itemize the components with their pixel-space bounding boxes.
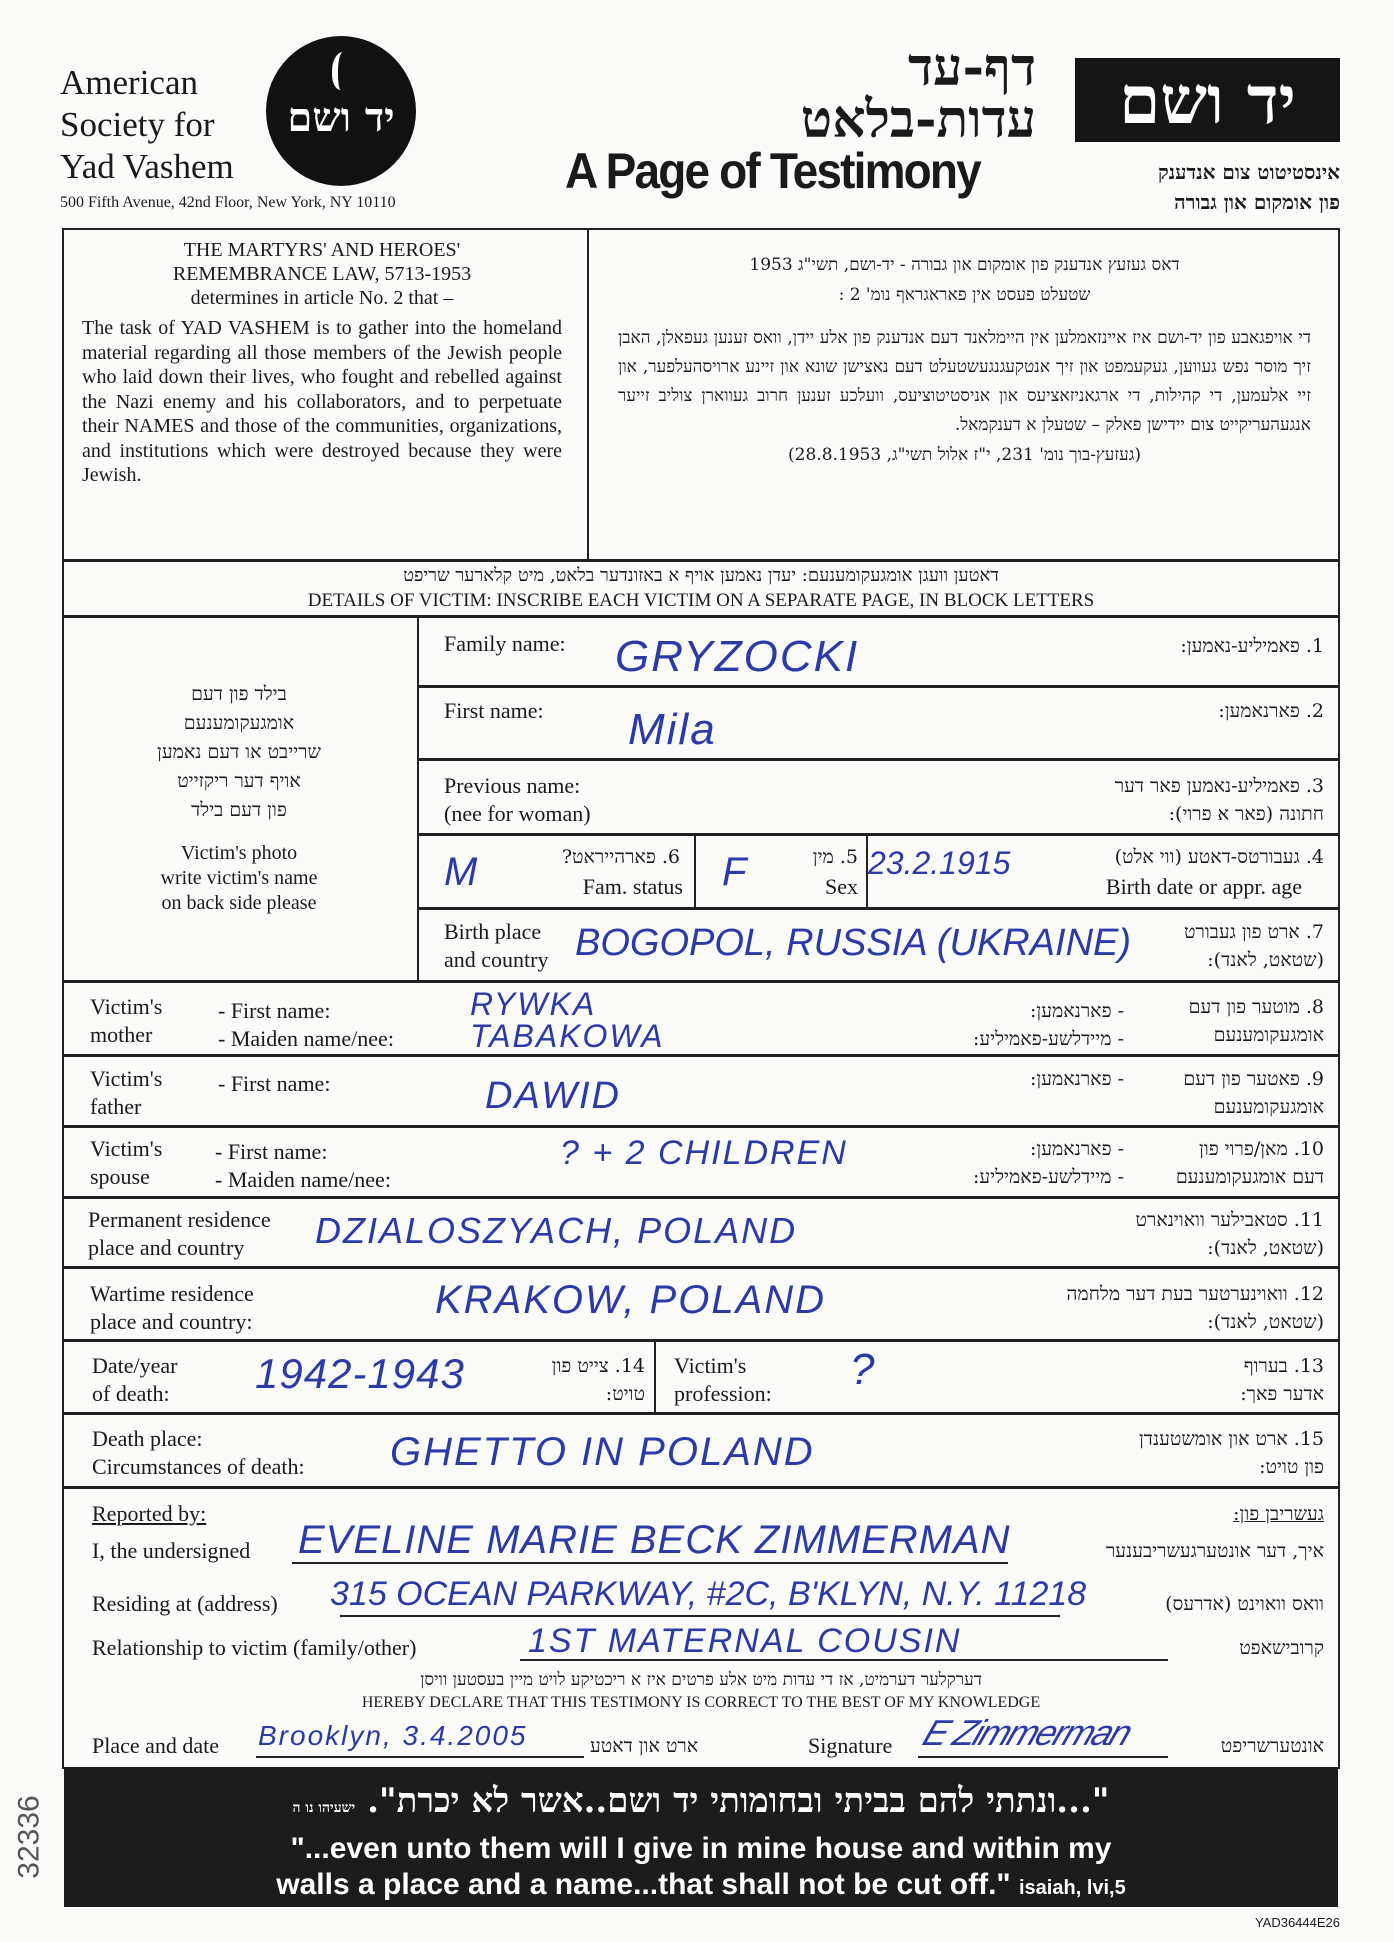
divider <box>417 758 1340 761</box>
divider <box>62 1266 1340 1269</box>
title-hebrew: דף-עד <box>908 37 1036 98</box>
brand-box: יד ושם <box>1075 58 1340 142</box>
divider <box>62 1054 1340 1057</box>
brand-subtitle-2: פון אומקום און גבורה <box>1174 190 1340 214</box>
divider <box>654 1339 656 1413</box>
reporter-name-value[interactable]: EVELINE MARIE BECK ZIMMERMAN <box>298 1518 1011 1562</box>
fam-status-value[interactable]: M <box>444 850 480 894</box>
permanent-residence-value[interactable]: DZIALOSZYACH, POLAND <box>315 1210 798 1251</box>
divider <box>587 228 589 561</box>
divider <box>62 559 1340 562</box>
details-header-english: DETAILS OF VICTIM: INSCRIBE EACH VICTIM ON A SEPARATE PAGE, IN BLOCK LETTERS <box>307 590 1095 611</box>
divider <box>62 1196 1340 1199</box>
org-address: 500 Fifth Avenue, 42nd Floor, New York, NY 10110 <box>60 194 396 211</box>
divider <box>62 615 1340 618</box>
profession-value[interactable]: ? <box>850 1345 877 1394</box>
death-place-value[interactable]: GHETTO IN POLAND <box>390 1430 815 1474</box>
law-yiddish: דאס געזעץ אנדענק פון אומקום און גבורה - יד-ושם, תשי"ג 1953 שטעלט פעסט אין פאראגראף נומ' 2 : די אויפגאבע פון יד-ושם איז איינזאמלען אין היימלאנד דעם אנדענק פון אלע יידן, וואס זענען געפאלן, האבן זיך מוסר נפש געווען, געקעמפט און זיך אנטקעגנגעשטעלט דעם נאצישן שונא און זיינע ארויסהעלפער, און זיי אלעמען, די קהילות, די ארגאניזאציעס און אניסטיטוציעס, וועלכע זענען חרוב געווארן צוליב זייער אנגעהעריקייט צום יידישן פאלק – שטעלן א דענקמאל. (געזעץ-בוך נומ' 231, י"ז אלול תשי"ג, 28.8.1953) <box>618 255 1311 465</box>
divider <box>417 833 1340 836</box>
spouse-value[interactable]: ? + 2 CHILDREN <box>560 1134 848 1172</box>
divider <box>62 980 1340 983</box>
signature-value[interactable]: E Zimmerman <box>917 1712 1137 1753</box>
wartime-residence-value[interactable]: KRAKOW, POLAND <box>435 1278 827 1322</box>
document-code: YAD36444E26 <box>1254 1915 1340 1930</box>
father-first-name-value[interactable]: DAWID <box>485 1075 621 1117</box>
law-english: THE MARTYRS' AND HEROES' REMEMBRANCE LAW, 5713-1953 determines in article No. 2 that – The task of YAD VASHEM is to gather into the homeland material regarding all those members of the Jewish people who laid down their lives, who fought and rebelled against the Nazi enemy and his collaborators, and to perpetuate their NAMES and those of the communities, organizations, and institutions which were destroyed because they were Jewish. <box>82 239 562 486</box>
place-date-value[interactable]: Brooklyn, 3.4.2005 <box>258 1720 528 1751</box>
title-yiddish: עדות-בלאט <box>800 89 1036 150</box>
logo-text: יד ושם <box>287 94 395 141</box>
birth-place-value[interactable]: BOGOPOL, RUSSIA (UKRAINE) <box>575 922 1132 964</box>
margin-number: 32336 <box>12 1795 46 1879</box>
title-english: A Page of Testimony <box>565 143 980 199</box>
mother-first-name-value[interactable]: RYWKA <box>470 986 597 1022</box>
relationship-value[interactable]: 1ST MATERNAL COUSIN <box>528 1622 962 1660</box>
first-name-value[interactable]: Mila <box>628 705 717 754</box>
divider <box>417 907 1340 910</box>
org-name: American Society for Yad Vashem <box>60 63 234 186</box>
divider <box>62 1339 1340 1342</box>
birth-date-value[interactable]: 23.2.1915 <box>868 845 1011 881</box>
divider <box>694 833 696 907</box>
divider <box>62 1486 1340 1489</box>
divider <box>62 1125 1340 1128</box>
yad-vashem-logo <box>266 36 416 186</box>
divider <box>417 685 1340 688</box>
victim-photo-box: בילד פון דעם אומגעקומענעם שרייבט או דעם נאמען אויף דער ריקזייט פון דעם בילד Victim's photo write victim's name on back side please <box>157 683 321 914</box>
quote-banner: "...ונתתי להם בביתי ובחומותי יד ושם..אשר לא יכרת". ישעיהו נו ה "...even unto them will I give in mine house and within my walls a place and a name...that shall not be cut off." isaiah, lvi,5 <box>64 1767 1338 1907</box>
divider <box>417 615 419 981</box>
brand-subtitle-1: אינסטיטוט צום אנדענק <box>1157 160 1340 184</box>
reporter-address-value[interactable]: 315 OCEAN PARKWAY, #2C, B'KLYN, N.Y. 11218 <box>330 1575 1087 1613</box>
details-header-yiddish: דאטען וועגן אומגעקומענעם: יעדן נאמען אויף א באזונדער בלאט, מיט קלארער שריפט <box>403 565 999 586</box>
sex-value[interactable]: F <box>722 850 749 894</box>
mother-maiden-name-value[interactable]: TABAKOWA <box>470 1018 665 1054</box>
divider <box>62 1412 1340 1415</box>
death-date-value[interactable]: 1942-1943 <box>255 1350 465 1397</box>
law-body: The task of YAD VASHEM is to gather into the homeland material regarding all those members of the Jewish people who laid down their lives, who fought and rebelled against the Nazi enemy and his collaborators, and to perpetuate their NAMES and those of the communities, organizations, and institutions which were destroyed because they were Jewish. <box>82 317 562 486</box>
reported-by-label: Reported by: <box>92 1501 207 1526</box>
flame-icon <box>332 52 354 90</box>
family-name-value[interactable]: GRYZOCKI <box>615 632 860 681</box>
